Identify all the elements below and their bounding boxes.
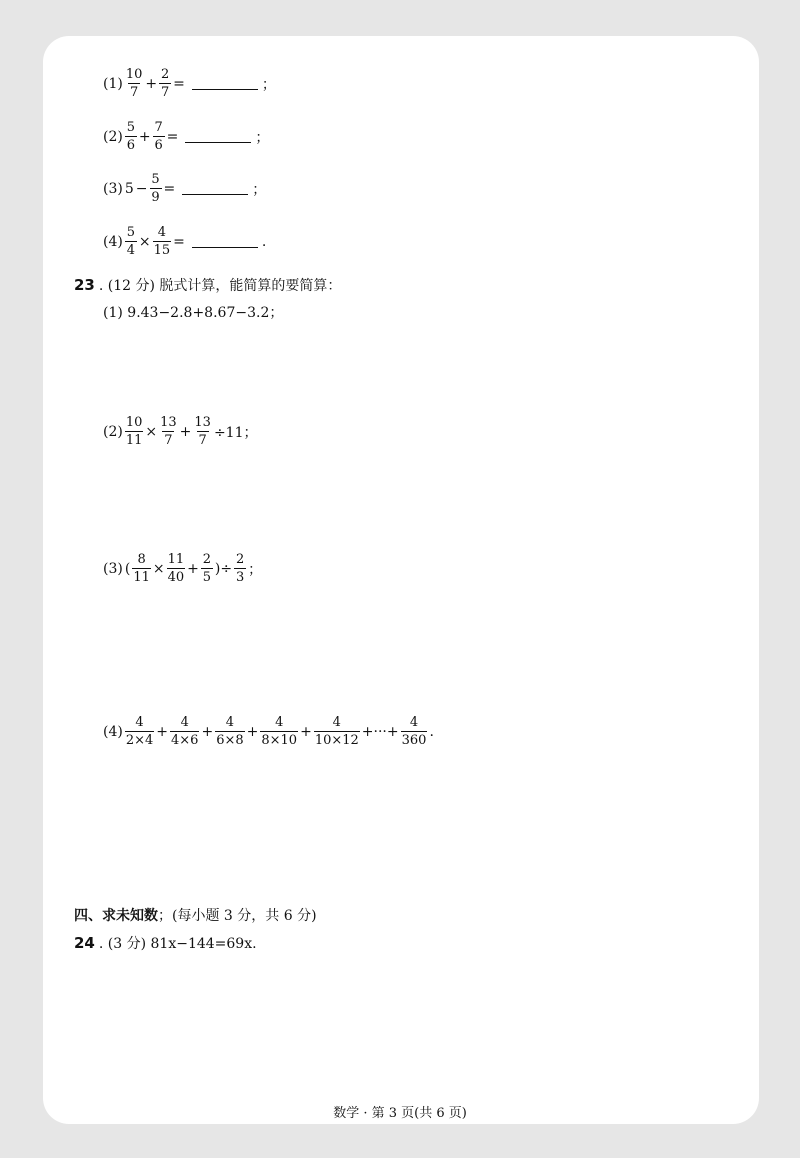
fraction: $\frac{2}{3}$ — [235, 552, 245, 585]
fraction: $\frac{4}{10\times 12}$ — [314, 715, 359, 748]
fraction: $\frac{8}{11}$ — [133, 552, 150, 585]
q23-header — [74, 275, 341, 295]
fraction: $\frac{5}{6}$ — [126, 120, 135, 153]
fraction: $\frac{11}{40}$ — [167, 552, 185, 585]
q22-item-1: (1) $\frac{10}{7}$ + $\frac{2}{7}$ = ； — [103, 67, 276, 100]
question-text: . (3 分) 81x−144=69x. — [98, 936, 257, 952]
answer-blank[interactable] — [192, 235, 258, 248]
fraction: $\frac{2}{5}$ — [202, 552, 212, 585]
fraction: $\frac{4}{2\times 4}$ — [125, 715, 154, 748]
fraction: $\frac{4}{360}$ — [401, 715, 427, 748]
fraction: $\frac{13}{7}$ — [160, 415, 177, 448]
question-number: 23 — [74, 276, 95, 294]
q23-item-2: (2) $\frac{10}{11}$ × $\frac{13}{7}$ + $\frac{13}{7}$ ÷11； — [103, 415, 258, 448]
q23-item-3: (3) ( $\frac{8}{11}$ × $\frac{11}{40}$ + $\frac{2}{5}$ )÷ $\frac{2}{3}$ ； — [103, 552, 263, 585]
fraction: $\frac{10}{7}$ — [125, 67, 143, 100]
q22-item-2: (2) $\frac{5}{6}$ + $\frac{7}{6}$ = ； — [103, 120, 270, 153]
q22-item-4: (4) $\frac{5}{4}$ × $\frac{4}{15}$ = . — [103, 225, 267, 258]
fraction: $\frac{4}{4\times 6}$ — [171, 715, 199, 748]
fraction: $\frac{13}{7}$ — [194, 415, 211, 448]
question-number: 24 — [74, 934, 95, 952]
q24 — [74, 933, 257, 953]
q22-item-3: (3) 5 − $\frac{5}{9}$ = ； — [103, 172, 267, 205]
q23-item-1: (1) 9.43−2.8+8.67−3.2； — [103, 305, 284, 321]
fraction: $\frac{10}{11}$ — [125, 415, 143, 448]
answer-blank[interactable] — [192, 77, 258, 90]
fraction: $\frac{4}{8\times 10}$ — [261, 715, 298, 748]
fraction: $\frac{7}{6}$ — [154, 120, 163, 153]
answer-blank[interactable] — [185, 130, 251, 143]
fraction: $\frac{5}{9}$ — [151, 172, 160, 205]
fraction: $\frac{5}{4}$ — [126, 225, 135, 258]
section-four-heading: 四、求未知数 ；(每小题 3 分，共 6 分) — [74, 908, 317, 924]
fraction: $\frac{4}{6\times 8}$ — [216, 715, 244, 748]
question-text: . (12 分) 脱式计算，能简算的要简算： — [98, 278, 342, 294]
answer-blank[interactable] — [182, 182, 248, 195]
q23-item-4: (4) $\frac{4}{2\times 4}$ + $\frac{4}{4\times 6}$ + $\frac{4}{6\times 8}$ + $\frac{4}{8\times 10}$ + $\frac{4}{10\times 12}$ +···+ $\frac{4}{360}$ . — [103, 715, 434, 748]
fraction: $\frac{2}{7}$ — [160, 67, 170, 100]
fraction: $\frac{4}{15}$ — [153, 225, 171, 258]
page-footer: 数学 · 第 3 页(共 6 页) — [333, 1106, 467, 1121]
